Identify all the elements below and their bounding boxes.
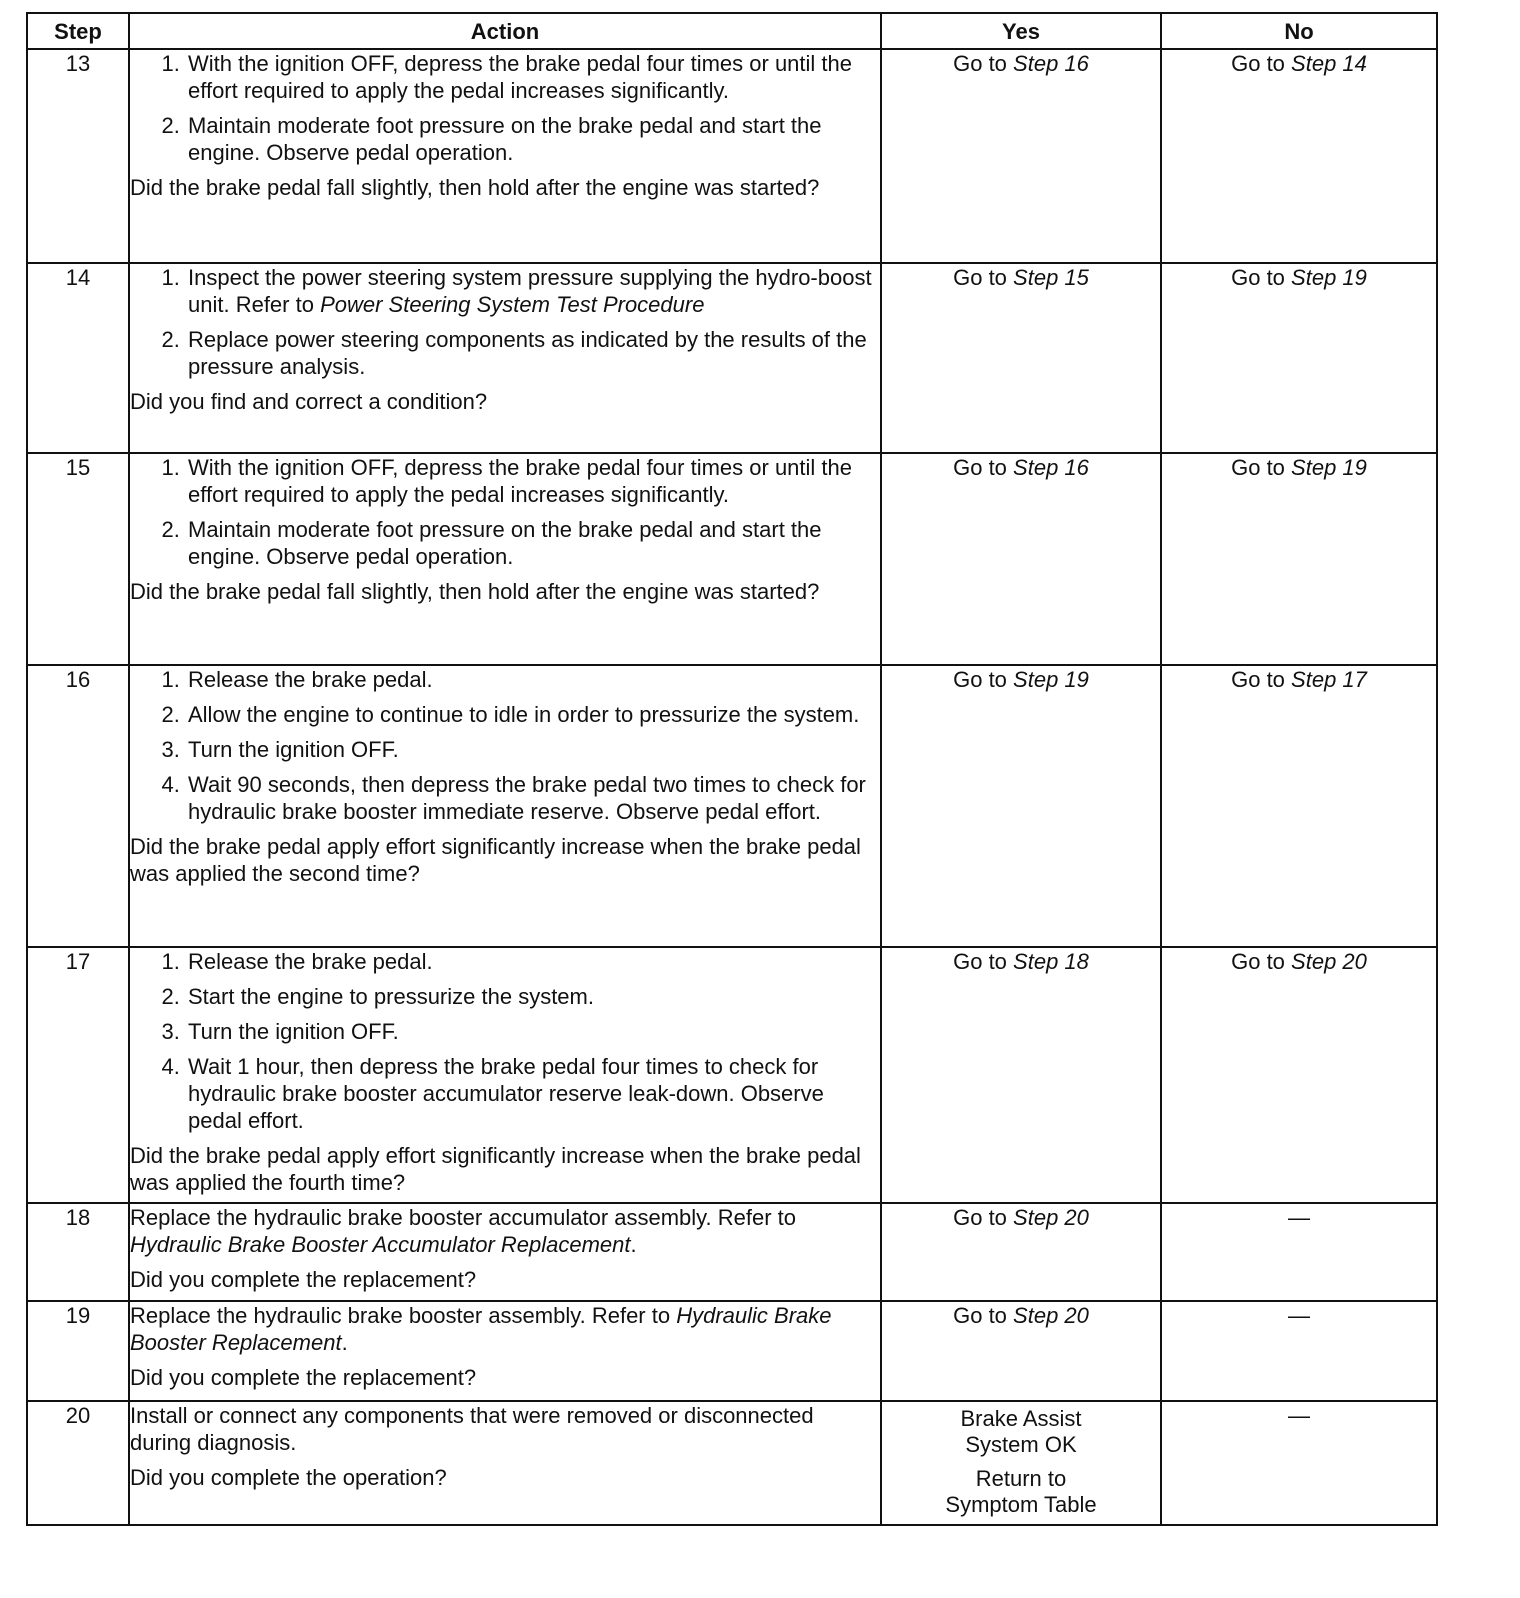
table-row xyxy=(27,263,1437,453)
action-step: 4. Wait 1 hour, then depress the brake pedal four times to check for hydraulic brake booster accumulator reserve leak-down. Observe pedal effort. xyxy=(186,1053,880,1134)
goto-prefix: Go to xyxy=(953,1303,1007,1328)
question-text: Did you complete the replacement? xyxy=(130,1365,477,1390)
goto-prefix: Go to xyxy=(1231,265,1285,290)
action-steps xyxy=(130,666,880,825)
yes-cell xyxy=(881,1401,1161,1525)
yes-cell xyxy=(881,263,1161,453)
action-cell xyxy=(129,1301,881,1401)
action-step: 1. With the ignition OFF, depress the brake pedal four times or until the effort required to apply the pedal increases significantly. xyxy=(186,50,880,104)
action-step: 1. Release the brake pedal. xyxy=(186,666,880,693)
goto-prefix: Go to xyxy=(953,949,1007,974)
yes-cell xyxy=(881,453,1161,665)
instruction-text: Install or connect any components that were removed or disconnected during diagnosis. xyxy=(130,1403,814,1455)
goto-prefix: Go to xyxy=(953,455,1007,480)
goto-prefix: Go to xyxy=(953,265,1007,290)
goto-step-link[interactable]: Step 18 xyxy=(1013,949,1089,974)
no-cell: — xyxy=(1161,1203,1437,1301)
table-row xyxy=(27,665,1437,947)
goto-step-link[interactable]: Step 17 xyxy=(1291,667,1367,692)
return-link[interactable]: Return to xyxy=(975,1466,1067,1491)
yes-cell xyxy=(881,665,1161,947)
outcome-line: System OK xyxy=(965,1432,1077,1457)
goto-prefix: Go to xyxy=(953,1205,1007,1230)
question-text: Did the brake pedal fall slightly, then hold after the engine was started? xyxy=(130,175,820,200)
question-text: Did you complete the operation? xyxy=(130,1465,447,1490)
goto-step-link[interactable]: Step 20 xyxy=(1013,1303,1089,1328)
action-step: 4. Wait 90 seconds, then depress the brake pedal two times to check for hydraulic brake booster immediate reserve. Observe pedal effort. xyxy=(186,771,880,825)
step-number: 15 xyxy=(27,453,129,665)
table-row xyxy=(27,947,1437,1203)
no-cell xyxy=(1161,665,1437,947)
step-number: 18 xyxy=(27,1203,129,1301)
goto-step-link[interactable]: Step 16 xyxy=(1013,51,1089,76)
header-action: Action xyxy=(129,13,881,49)
table-row xyxy=(27,1203,1437,1301)
action-steps xyxy=(130,948,880,1134)
question-text: Did the brake pedal apply effort significantly increase when the brake pedal was applied the second time? xyxy=(130,834,861,886)
action-step: 2. Allow the engine to continue to idle in order to pressurize the system. xyxy=(186,701,880,728)
goto-prefix: Go to xyxy=(1231,667,1285,692)
header-no: No xyxy=(1161,13,1437,49)
goto-prefix: Go to xyxy=(1231,949,1285,974)
action-cell xyxy=(129,49,881,263)
action-cell xyxy=(129,263,881,453)
reference-link[interactable]: Hydraulic Brake Booster Accumulator Replacement xyxy=(130,1232,631,1257)
header-yes: Yes xyxy=(881,13,1161,49)
goto-step-link[interactable]: Step 20 xyxy=(1291,949,1367,974)
diagnostic-table xyxy=(26,12,1438,1526)
action-steps xyxy=(130,50,880,166)
action-step: 2. Maintain moderate foot pressure on the brake pedal and start the engine. Observe pedal operation. xyxy=(186,516,880,570)
action-cell xyxy=(129,665,881,947)
step-number: 17 xyxy=(27,947,129,1203)
action-step: 1. Inspect the power steering system pressure supplying the hydro-boost unit. Refer to Power Steering System Test Procedure xyxy=(186,264,880,318)
no-cell xyxy=(1161,453,1437,665)
table-row xyxy=(27,453,1437,665)
action-cell xyxy=(129,947,881,1203)
action-steps xyxy=(130,454,880,570)
action-step: 2. Replace power steering components as indicated by the results of the pressure analysis. xyxy=(186,326,880,380)
action-cell xyxy=(129,1401,881,1525)
no-cell xyxy=(1161,947,1437,1203)
table-row xyxy=(27,1301,1437,1401)
no-cell xyxy=(1161,263,1437,453)
yes-cell xyxy=(881,1301,1161,1401)
yes-cell xyxy=(881,947,1161,1203)
instruction-text: Replace the hydraulic brake booster accumulator assembly. Refer to Hydraulic Brake Booster Accumulator Replacement. xyxy=(130,1205,797,1257)
step-number: 20 xyxy=(27,1401,129,1525)
table-row xyxy=(27,49,1437,263)
goto-prefix: Go to xyxy=(953,51,1007,76)
question-text: Did the brake pedal fall slightly, then hold after the engine was started? xyxy=(130,579,820,604)
goto-prefix: Go to xyxy=(953,667,1007,692)
outcome-line: Brake Assist xyxy=(960,1406,1082,1431)
reference-link[interactable]: Hydraulic Brake Booster Replacement xyxy=(130,1303,832,1355)
goto-step-link[interactable]: Step 14 xyxy=(1291,51,1367,76)
action-step: 2. Start the engine to pressurize the system. xyxy=(186,983,880,1010)
step-number: 13 xyxy=(27,49,129,263)
goto-prefix: Go to xyxy=(1231,51,1285,76)
action-steps xyxy=(130,264,880,380)
no-cell: — xyxy=(1161,1401,1437,1525)
question-text: Did the brake pedal apply effort significantly increase when the brake pedal was applied the fourth time? xyxy=(130,1143,861,1195)
goto-step-link[interactable]: Step 19 xyxy=(1013,667,1089,692)
no-cell xyxy=(1161,49,1437,263)
table-row xyxy=(27,1401,1437,1525)
action-step: 3. Turn the ignition OFF. xyxy=(186,736,880,763)
header-row xyxy=(27,13,1437,49)
action-step: 2. Maintain moderate foot pressure on the brake pedal and start the engine. Observe pedal operation. xyxy=(186,112,880,166)
return-link[interactable]: Symptom Table xyxy=(945,1492,1097,1517)
goto-step-link[interactable]: Step 20 xyxy=(1013,1205,1089,1230)
action-step: 1. Release the brake pedal. xyxy=(186,948,880,975)
yes-cell xyxy=(881,1203,1161,1301)
reference-link[interactable]: Power Steering System Test Procedure xyxy=(320,292,705,317)
action-step: 3. Turn the ignition OFF. xyxy=(186,1018,880,1045)
goto-step-link[interactable]: Step 19 xyxy=(1291,455,1367,480)
action-cell xyxy=(129,453,881,665)
goto-step-link[interactable]: Step 19 xyxy=(1291,265,1367,290)
instruction-text: Replace the hydraulic brake booster assembly. Refer to Hydraulic Brake Booster Replacement. xyxy=(130,1303,832,1355)
question-text: Did you find and correct a condition? xyxy=(130,389,488,414)
step-number: 19 xyxy=(27,1301,129,1401)
question-text: Did you complete the replacement? xyxy=(130,1267,477,1292)
no-cell: — xyxy=(1161,1301,1437,1401)
step-number: 16 xyxy=(27,665,129,947)
action-cell xyxy=(129,1203,881,1301)
action-step: 1. With the ignition OFF, depress the brake pedal four times or until the effort required to apply the pedal increases significantly. xyxy=(186,454,880,508)
yes-cell xyxy=(881,49,1161,263)
goto-step-link[interactable]: Step 15 xyxy=(1013,265,1089,290)
goto-step-link[interactable]: Step 16 xyxy=(1013,455,1089,480)
goto-prefix: Go to xyxy=(1231,455,1285,480)
step-number: 14 xyxy=(27,263,129,453)
header-step: Step xyxy=(27,13,129,49)
